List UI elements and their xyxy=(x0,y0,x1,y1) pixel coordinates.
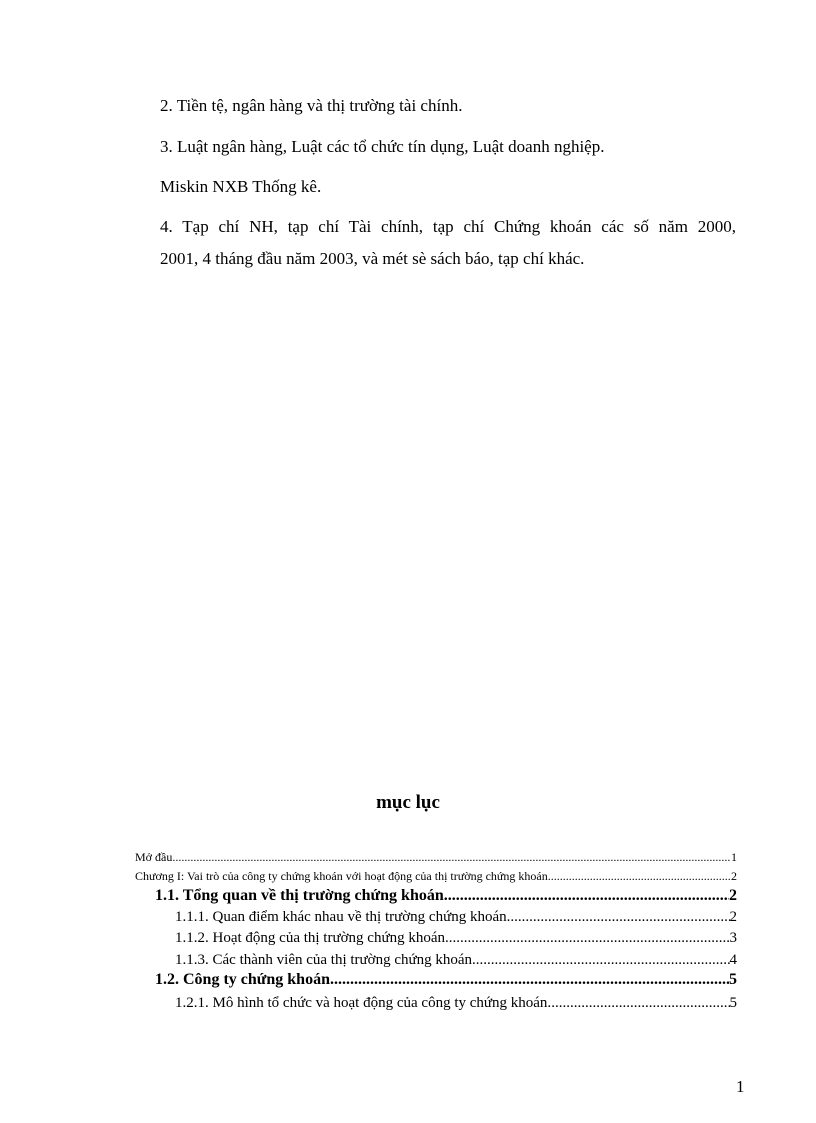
toc-entry-text: 1.2.1. Mô hình tổ chức và hoạt động của công ty chứng khoán. xyxy=(175,995,552,1011)
toc-entry-1-2-1[interactable] xyxy=(175,994,737,1012)
toc-leader-dots xyxy=(551,994,729,1012)
toc-entry-1-2[interactable] xyxy=(155,970,737,989)
toc-leader-dots xyxy=(476,951,730,969)
toc-entry-1-1-3[interactable] xyxy=(175,951,737,969)
toc-entry-page: 3 xyxy=(729,930,737,946)
toc-title: mục lục xyxy=(376,792,440,813)
toc-leader-dots xyxy=(510,908,729,926)
toc-leader-dots xyxy=(448,886,729,905)
toc-entry-mo-dau[interactable] xyxy=(135,849,737,865)
toc-entry-1-1-1[interactable] xyxy=(175,908,737,926)
reference-item-4-line-2: 2001, 4 tháng đầu năm 2003, và mét sè sách báo, tạp chí khác. xyxy=(160,249,585,268)
toc-entry-text: 1.2. Công ty chứng khoán. xyxy=(155,971,334,988)
reference-miskin: Miskin NXB Thống kê. xyxy=(160,177,322,196)
toc-leader-dots xyxy=(449,929,730,947)
toc-entry-text: 1.1.3. Các thành viên của thị trường chứng khoán. xyxy=(175,952,476,968)
page-number: 1 xyxy=(736,1077,745,1096)
toc-entry-page: 5 xyxy=(729,971,737,988)
toc-entry-1-1-2[interactable] xyxy=(175,929,737,947)
toc-entry-page: 2 xyxy=(729,887,737,904)
toc-entry-page: 4 xyxy=(729,952,737,968)
reference-item-2: 2. Tiền tệ, ngân hàng và thị trường tài chính. xyxy=(160,96,463,115)
toc-leader-dots xyxy=(334,970,729,989)
reference-item-4-line-1: 4. Tạp chí NH, tạp chí Tài chính, tạp chí Chứng khoán các số năm 2000, xyxy=(160,217,736,236)
toc-entry-page: 5 xyxy=(729,995,737,1011)
toc-entry-text: 1.1.2. Hoạt động của thị trường chứng khoán. xyxy=(175,930,449,946)
toc-entry-1-1[interactable] xyxy=(155,886,737,905)
toc-entry-page: 2 xyxy=(729,909,737,925)
toc-entry-chuong-1[interactable] xyxy=(135,868,737,884)
toc-entry-page: 1 xyxy=(731,850,737,864)
toc-entry-text: 1.1. Tổng quan về thị trường chứng khoán. xyxy=(155,887,448,904)
toc-leader-dots xyxy=(172,849,731,865)
toc-entry-page: 2 xyxy=(731,869,737,883)
reference-item-3: 3. Luật ngân hàng, Luật các tổ chức tín dụng, Luật doanh nghiệp. xyxy=(160,137,605,156)
toc-leader-dots xyxy=(551,868,731,884)
toc-entry-text: Mở đầu xyxy=(135,850,173,864)
toc-entry-text: 1.1.1. Quan điểm khác nhau về thị trường chứng khoán. xyxy=(175,909,511,925)
toc-entry-text: Chương I: Vai trò của công ty chứng khoán với hoạt động của thị trường chứng khoán. xyxy=(135,869,551,883)
